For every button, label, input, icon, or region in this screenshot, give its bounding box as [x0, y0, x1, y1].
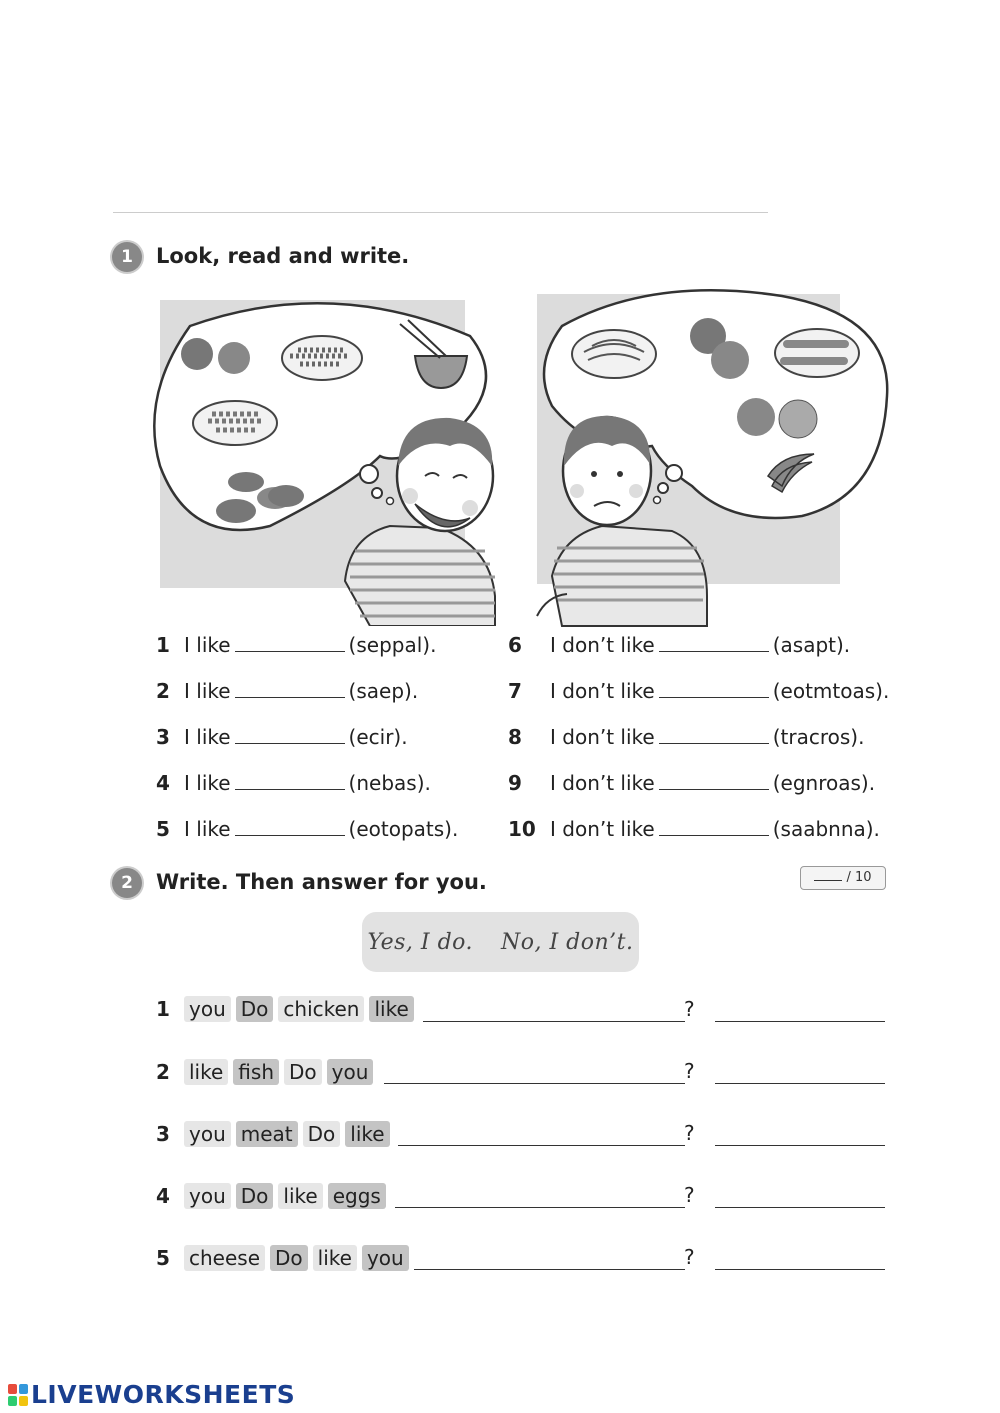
word-tile[interactable]: Do [270, 1245, 308, 1271]
word-tile[interactable]: meat [236, 1121, 298, 1147]
question-row: 3 you meat Do like [156, 1119, 395, 1149]
hint-yes: Yes, I do. [367, 929, 474, 955]
hint-no: No, I don’t. [501, 929, 634, 955]
word-tile[interactable]: you [184, 1183, 231, 1209]
section-2-title: Write. Then answer for you. [156, 870, 487, 894]
section-1-title: Look, read and write. [156, 244, 410, 268]
answer-blank[interactable] [235, 679, 345, 698]
word-tile[interactable]: you [362, 1245, 409, 1271]
question-row: 1 you Do chicken like [156, 994, 419, 1024]
question-answer-line[interactable] [384, 1083, 685, 1084]
personal-answer-line[interactable] [715, 1083, 885, 1084]
list-item: 7 I don’t like (eotmtoas). [508, 679, 890, 703]
word-tile[interactable]: Do [236, 1183, 274, 1209]
list-item: 1 I like (seppal). [156, 633, 437, 657]
word-tile[interactable]: like [278, 1183, 322, 1209]
list-item: 10 I don’t like (saabnna). [508, 817, 880, 841]
answer-blank[interactable] [659, 633, 769, 652]
question-answer-line[interactable] [398, 1145, 685, 1146]
personal-answer-line[interactable] [715, 1269, 885, 1270]
answer-blank[interactable] [659, 725, 769, 744]
answer-blank[interactable] [235, 725, 345, 744]
word-tile[interactable]: chicken [278, 996, 364, 1022]
word-tile[interactable]: Do [303, 1121, 341, 1147]
answer-blank[interactable] [659, 817, 769, 836]
section-1-number: 1 [112, 242, 142, 272]
word-tile[interactable]: you [327, 1059, 374, 1085]
word-tile[interactable]: like [369, 996, 413, 1022]
question-answer-line[interactable] [395, 1207, 685, 1208]
word-tile[interactable]: you [184, 996, 231, 1022]
answer-blank[interactable] [659, 679, 769, 698]
list-item: 3 I like (ecir). [156, 725, 408, 749]
answer-blank[interactable] [235, 633, 345, 652]
answer-hint-box [362, 912, 639, 972]
section-2-number: 2 [112, 868, 142, 898]
list-item: 6 I don’t like (asapt). [508, 633, 851, 657]
list-item: 4 I like (nebas). [156, 771, 431, 795]
word-tile[interactable]: like [313, 1245, 357, 1271]
word-tile[interactable]: fish [233, 1059, 279, 1085]
question-row: 4 you Do like eggs [156, 1181, 391, 1211]
score-box: / 10 [800, 866, 886, 890]
question-mark: ? [684, 1121, 695, 1145]
word-tile[interactable]: cheese [184, 1245, 265, 1271]
question-mark: ? [684, 1059, 695, 1083]
question-mark: ? [684, 997, 695, 1021]
word-tile[interactable]: you [184, 1121, 231, 1147]
happy-boy-illustration [150, 296, 500, 626]
word-tile[interactable]: like [345, 1121, 389, 1147]
score-blank [814, 870, 842, 881]
question-row: 5 cheese Do like you [156, 1243, 414, 1273]
question-row: 2 like fish Do you [156, 1057, 378, 1087]
answer-blank[interactable] [659, 771, 769, 790]
list-item: 5 I like (eotopats). [156, 817, 459, 841]
question-answer-line[interactable] [414, 1269, 685, 1270]
question-mark: ? [684, 1245, 695, 1269]
question-answer-line[interactable] [423, 1021, 685, 1022]
personal-answer-line[interactable] [715, 1145, 885, 1146]
question-mark: ? [684, 1183, 695, 1207]
word-tile[interactable]: Do [236, 996, 274, 1022]
word-tile[interactable]: Do [284, 1059, 322, 1085]
word-tile[interactable]: eggs [328, 1183, 386, 1209]
brand-name: LIVEWORKSHEETS [31, 1380, 296, 1409]
liveworksheets-logo [8, 1380, 295, 1409]
top-divider [113, 212, 768, 213]
personal-answer-line[interactable] [715, 1021, 885, 1022]
unhappy-boy-illustration [532, 286, 892, 630]
list-item: 8 I don’t like (tracros). [508, 725, 865, 749]
list-item: 2 I like (saep). [156, 679, 419, 703]
liveworksheets-icon [8, 1384, 28, 1406]
answer-blank[interactable] [235, 771, 345, 790]
list-item: 9 I don’t like (egnroas). [508, 771, 876, 795]
personal-answer-line[interactable] [715, 1207, 885, 1208]
answer-blank[interactable] [235, 817, 345, 836]
word-tile[interactable]: like [184, 1059, 228, 1085]
